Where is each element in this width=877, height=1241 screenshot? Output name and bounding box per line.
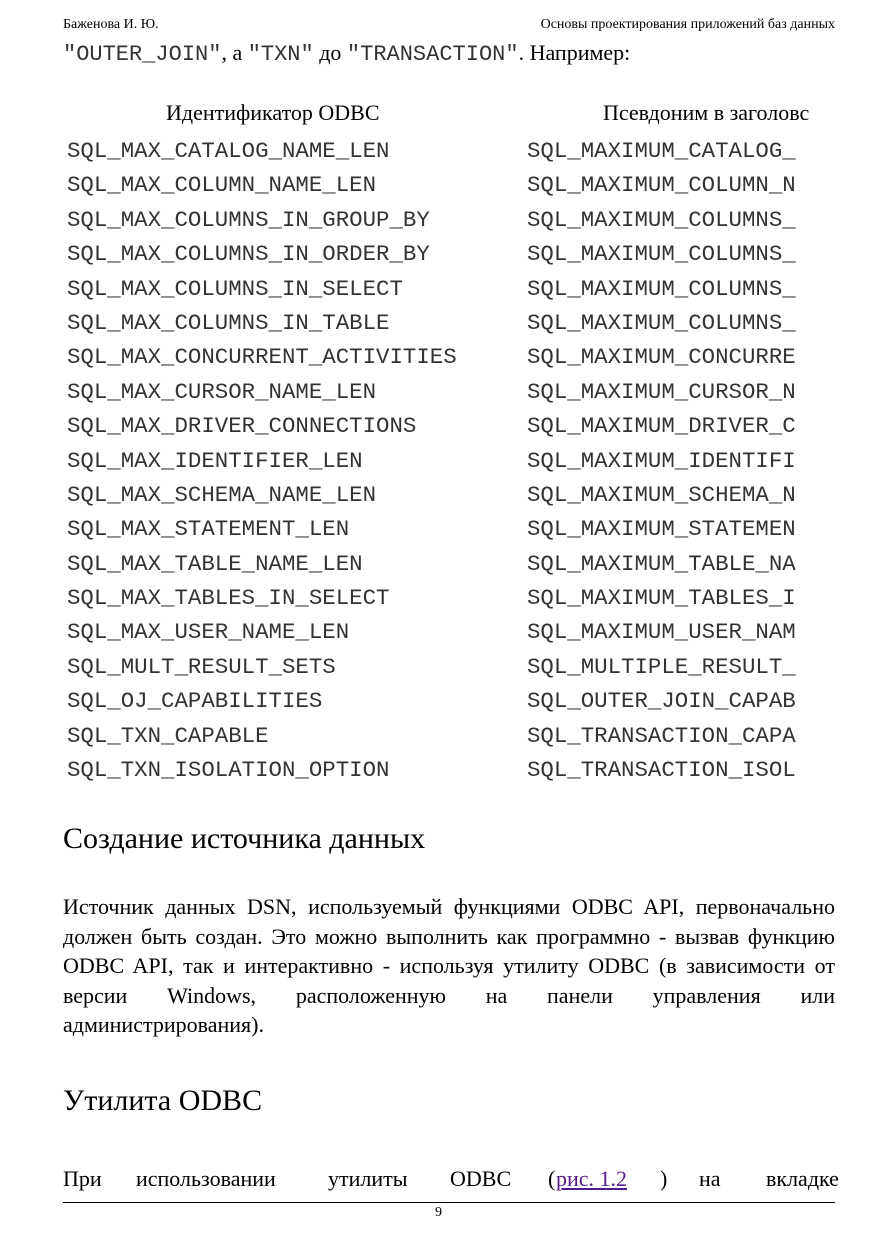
text-paren: ( — [548, 1166, 556, 1191]
table-body — [63, 134, 835, 787]
text-word: ODBC — [450, 1166, 512, 1191]
odbc-identifier: SQL_MAX_COLUMN_NAME_LEN — [67, 172, 377, 199]
text-word: утилиты — [328, 1166, 408, 1191]
header-alias: SQL_MAXIMUM_TABLES_I — [527, 585, 796, 612]
table-row — [63, 581, 835, 615]
intro-text-2: до — [313, 40, 347, 65]
section-heading-odbc-utility: Утилита ODBC — [63, 1084, 263, 1117]
odbc-identifier: SQL_MAX_TABLES_IN_SELECT — [67, 585, 390, 612]
header-alias: SQL_MAXIMUM_IDENTIFI — [527, 447, 796, 474]
table-row — [63, 409, 835, 443]
odbc-identifier: SQL_MULT_RESULT_SETS — [67, 653, 336, 680]
header-alias: SQL_MAXIMUM_COLUMNS_ — [527, 241, 796, 268]
running-header — [63, 17, 835, 35]
odbc-identifier: SQL_MAX_CATALOG_NAME_LEN — [67, 138, 390, 164]
table-row — [63, 340, 835, 374]
table-row — [63, 272, 835, 306]
odbc-identifier: SQL_MAX_CONCURRENT_ACTIVITIES — [67, 344, 457, 371]
odbc-identifier: SQL_MAX_COLUMNS_IN_SELECT — [67, 275, 403, 302]
table-row — [63, 719, 835, 753]
table-row — [63, 375, 835, 409]
text-word: При — [63, 1166, 102, 1191]
table-row — [63, 203, 835, 237]
table-row — [63, 168, 835, 202]
table-row — [63, 512, 835, 546]
column-header-odbc-id: Идентификатор ODBC — [166, 100, 380, 125]
header-alias: SQL_MAXIMUM_SCHEMA_N — [527, 481, 796, 508]
intro-text-1: , а — [221, 40, 248, 65]
header-alias: SQL_TRANSACTION_ISOL — [527, 757, 796, 784]
table-row — [63, 615, 835, 649]
odbc-identifier: SQL_MAX_DRIVER_CONNECTIONS — [67, 413, 417, 440]
odbc-identifier: SQL_MAX_STATEMENT_LEN — [67, 516, 350, 543]
header-alias: SQL_MAXIMUM_COLUMNS_ — [527, 309, 796, 336]
header-alias: SQL_MAXIMUM_CATALOG_ — [527, 138, 796, 164]
header-alias: SQL_OUTER_JOIN_CAPAB — [527, 688, 796, 715]
table-row — [63, 478, 835, 512]
footer-divider — [63, 1202, 835, 1203]
odbc-identifier: SQL_OJ_CAPABILITIES — [67, 688, 323, 715]
odbc-identifier: SQL_MAX_IDENTIFIER_LEN — [67, 447, 363, 474]
table-row — [63, 444, 835, 478]
text-word: использовании — [136, 1166, 276, 1191]
header-alias: SQL_MAXIMUM_STATEMEN — [527, 516, 796, 543]
table-row — [63, 547, 835, 581]
code-txn: "TXN" — [247, 42, 314, 67]
header-alias: SQL_MAXIMUM_CONCURRE — [527, 344, 796, 371]
odbc-alias-table — [63, 98, 835, 788]
header-alias: SQL_MAXIMUM_TABLE_NA — [527, 550, 796, 577]
table-row — [63, 753, 835, 787]
odbc-identifier: SQL_MAX_CURSOR_NAME_LEN — [67, 378, 377, 405]
page-number: 9 — [435, 1205, 442, 1220]
header-alias: SQL_MAXIMUM_COLUMNS_ — [527, 275, 796, 302]
column-header-alias: Псевдоним в заголовс — [603, 100, 810, 125]
header-alias: SQL_MAXIMUM_DRIVER_C — [527, 413, 796, 440]
odbc-identifier: SQL_MAX_COLUMNS_IN_GROUP_BY — [67, 206, 430, 233]
text-word: вкладке — [766, 1166, 839, 1191]
odbc-identifier: SQL_MAX_COLUMNS_IN_TABLE — [67, 309, 390, 336]
paragraph-datasource: Источник данных DSN, используемый функциями ODBC API, первоначально должен быть создан. Это можно выполнить как программно - вызвав функцию ODBC API, так и интерактивно - используя утилиту ODBC (в зависимости от версии Windows, расположенную на панели управления или администрирования). — [63, 894, 835, 1037]
header-alias: SQL_MAXIMUM_COLUMN_N — [527, 172, 796, 199]
intro-line — [63, 38, 835, 70]
header-alias: SQL_MAXIMUM_CURSOR_N — [527, 378, 796, 405]
table-row — [63, 650, 835, 684]
code-outer-join: "OUTER_JOIN" — [63, 42, 222, 67]
text-paren: ) — [660, 1166, 668, 1191]
odbc-identifier: SQL_TXN_ISOLATION_OPTION — [67, 757, 390, 784]
header-alias: SQL_MAXIMUM_COLUMNS_ — [527, 206, 796, 233]
intro-text-3: . Например: — [518, 40, 631, 65]
section-heading-datasource: Создание источника данных — [63, 822, 426, 855]
odbc-identifier: SQL_MAX_TABLE_NAME_LEN — [67, 550, 363, 577]
header-alias: SQL_TRANSACTION_CAPA — [527, 722, 796, 749]
odbc-identifier: SQL_MAX_COLUMNS_IN_ORDER_BY — [67, 241, 430, 268]
table-row — [63, 684, 835, 718]
header-alias: SQL_MAXIMUM_USER_NAM — [527, 619, 796, 646]
header-author: Баженова И. Ю. — [63, 17, 159, 32]
text-word: на — [699, 1166, 721, 1191]
table-row — [63, 306, 835, 340]
code-transaction: "TRANSACTION" — [346, 42, 519, 67]
header-book-title: Основы проектирования приложений баз данных — [540, 17, 835, 32]
figure-link[interactable]: рис. 1.2 — [556, 1166, 628, 1191]
odbc-identifier: SQL_MAX_USER_NAME_LEN — [67, 619, 350, 646]
odbc-identifier: SQL_TXN_CAPABLE — [67, 722, 269, 749]
odbc-identifier: SQL_MAX_SCHEMA_NAME_LEN — [67, 481, 377, 508]
header-alias: SQL_MULTIPLE_RESULT_ — [527, 653, 796, 680]
table-row — [63, 237, 835, 271]
table-row — [63, 134, 835, 168]
